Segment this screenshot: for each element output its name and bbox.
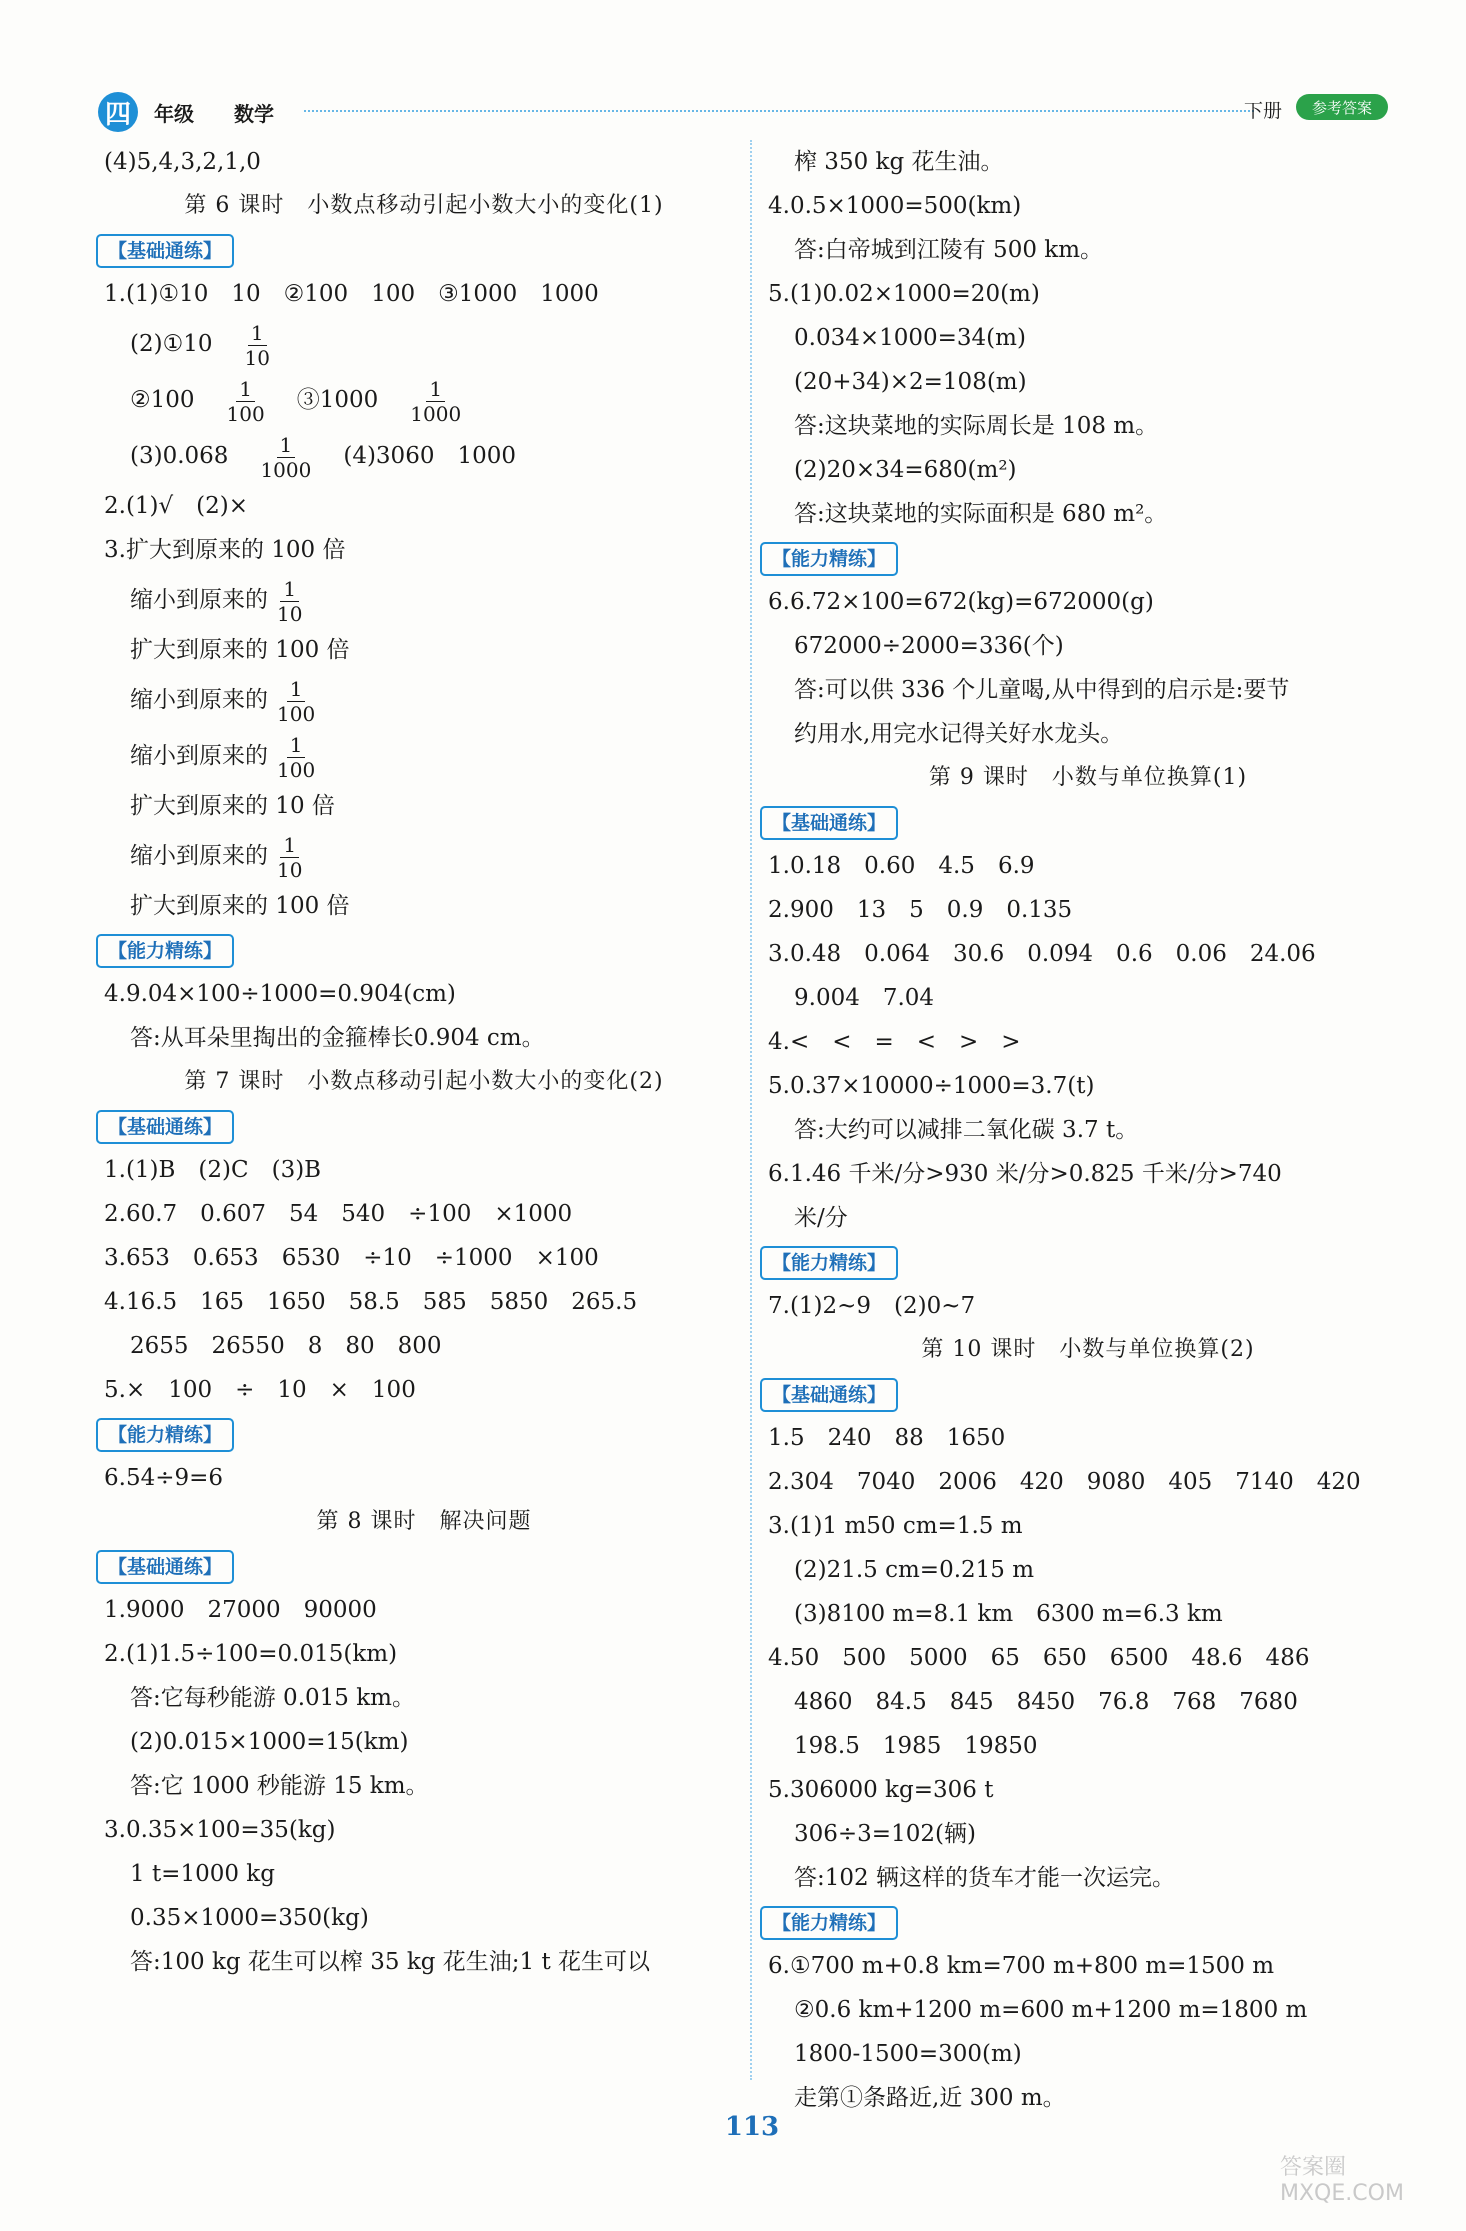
answer-line: 答:100 kg 花生可以榨 35 kg 花生油;1 t 花生可以 [130, 1949, 651, 1975]
column-divider [750, 140, 752, 2080]
answer-line: 榨 350 kg 花生油。 [794, 149, 1004, 175]
answer-text: (4)3060 1000 [320, 443, 516, 469]
answer-line: 1.9000 27000 90000 [104, 1597, 377, 1623]
section-tag: 【能力精练】 [760, 1906, 898, 1940]
answer-line: ②0.6 km+1200 m=600 m+1200 m=1800 m [794, 1997, 1308, 2023]
answer-line: 米/分 [794, 1205, 848, 1231]
answer-line: 306÷3=102(辆) [794, 1821, 976, 1847]
section-tag-row [768, 1240, 1408, 1284]
grade-label: 年级 [154, 102, 194, 126]
fraction-denominator: 10 [277, 857, 303, 882]
fraction [241, 320, 272, 370]
answer-line: 6.6.72×100=672(kg)=672000(g) [768, 589, 1154, 615]
answer-line: 5.(1)0.02×1000=20(m) [768, 281, 1040, 307]
section-tag: 【基础通练】 [760, 806, 898, 840]
answer-line: 1800-1500=300(m) [794, 2041, 1022, 2067]
left-column [104, 140, 744, 1984]
page-number: 113 [724, 2112, 780, 2142]
answer-line: 3.扩大到原来的 100 倍 [104, 537, 346, 563]
fraction [274, 732, 318, 782]
section-tag-row [104, 1412, 744, 1456]
answer-line: (3)8100 m=8.1 km 6300 m=6.3 km [794, 1601, 1223, 1627]
fraction-numerator: 1 [236, 379, 255, 402]
answer-line: 7.(1)2~9 (2)0~7 [768, 1293, 976, 1319]
answer-line: 2655 26550 8 80 800 [130, 1333, 442, 1359]
page-header [84, 84, 1384, 134]
answer-line [104, 372, 744, 428]
fraction-denominator: 100 [277, 757, 316, 782]
answer-line: 4.9.04×100÷1000=0.904(cm) [104, 981, 456, 1007]
section-tag-row [104, 1544, 744, 1588]
answer-line: 答:这块菜地的实际面积是 680 m²。 [794, 501, 1168, 527]
fraction-denominator: 10 [244, 345, 270, 370]
fraction-denominator: 1000 [260, 457, 312, 482]
answer-line: 5.306000 kg=306 t [768, 1777, 994, 1803]
answer-line: 答:从耳朵里掏出的金箍棒长0.904 cm。 [130, 1025, 545, 1051]
section-tag-row [104, 1104, 744, 1148]
answer-text: 缩小到原来的 [130, 843, 268, 869]
answer-line: 1 t=1000 kg [130, 1861, 275, 1887]
answer-text: 缩小到原来的 [130, 587, 268, 613]
answer-text: (2)①10 [130, 331, 236, 357]
answer-line: 答:大约可以减排二氧化碳 3.7 t。 [794, 1117, 1139, 1143]
fraction-numerator: 1 [248, 323, 267, 346]
answer-line: (2)20×34=680(m²) [794, 457, 1017, 483]
answer-text: ③1000 [273, 387, 402, 413]
answer-line: 4.0.5×1000=500(km) [768, 193, 1022, 219]
answer-line: 2.(1)1.5÷100=0.015(km) [104, 1641, 398, 1667]
section-tag-row [104, 228, 744, 272]
answer-line: 答:可以供 336 个儿童喝,从中得到的启示是:要节 [794, 677, 1290, 703]
answer-text: 缩小到原来的 [130, 743, 268, 769]
answer-line: 672000÷2000=336(个) [794, 633, 1064, 659]
fraction-denominator: 10 [277, 601, 303, 626]
answer-line: 1.5 240 88 1650 [768, 1425, 1006, 1451]
answer-line: 2.(1)√ (2)× [104, 493, 249, 519]
watermark: 答案圈 MXQE.COM [1280, 2155, 1404, 2206]
section-tag: 【基础通练】 [96, 234, 234, 268]
answer-line: 3.0.35×100=35(kg) [104, 1817, 336, 1843]
answer-line: 扩大到原来的 10 倍 [130, 793, 335, 819]
lesson-title: 第 10 课时 小数与单位换算(2) [921, 1337, 1255, 1362]
lesson-title: 第 6 课时 小数点移动引起小数大小的变化(1) [184, 193, 664, 218]
answer-line: 6.54÷9=6 [104, 1465, 224, 1491]
volume-label: 下册 [1244, 100, 1283, 122]
answer-line: (2)21.5 cm=0.215 m [794, 1557, 1035, 1583]
fraction-numerator: 1 [277, 435, 296, 458]
answer-line: 1.0.18 0.60 4.5 6.9 [768, 853, 1035, 879]
fraction-numerator: 1 [426, 379, 445, 402]
answer-line: 1.(1)①10 10 ②100 100 ③1000 1000 [104, 281, 599, 307]
section-tag-row [768, 1900, 1408, 1944]
subject-label: 数学 [234, 102, 274, 126]
answer-line: 3.653 0.653 6530 ÷10 ÷1000 ×100 [104, 1245, 599, 1271]
answer-line: 5.× 100 ÷ 10 × 100 [104, 1377, 416, 1403]
fraction [274, 576, 305, 626]
fraction-numerator: 1 [287, 735, 306, 758]
lesson-title: 第 9 课时 小数与单位换算(1) [928, 765, 1248, 790]
answer-line: 答:这块菜地的实际周长是 108 m。 [794, 413, 1159, 439]
answer-line: 1.(1)B (2)C (3)B [104, 1157, 322, 1183]
section-tag: 【能力精练】 [96, 934, 234, 968]
header-rule [304, 110, 1254, 112]
answer-line: 0.35×1000=350(kg) [130, 1905, 369, 1931]
answer-line: 6.①700 m+0.8 km=700 m+800 m=1500 m [768, 1953, 1274, 1979]
fraction [274, 832, 305, 882]
answer-line: 走第①条路近,近 300 m。 [794, 2085, 1066, 2111]
answer-line: 答:它 1000 秒能游 15 km。 [130, 1773, 429, 1799]
answer-line [104, 428, 744, 484]
answer-line: 扩大到原来的 100 倍 [130, 893, 350, 919]
answer-line: 3.(1)1 m50 cm=1.5 m [768, 1513, 1023, 1539]
answer-line: 4.16.5 165 1650 58.5 585 5850 265.5 [104, 1289, 638, 1315]
answer-line: 5.0.37×10000÷1000=3.7(t) [768, 1073, 1095, 1099]
section-tag: 【能力精练】 [96, 1418, 234, 1452]
answer-line: 3.0.48 0.064 30.6 0.094 0.6 0.06 24.06 [768, 941, 1316, 967]
answer-text: ②100 [130, 387, 218, 413]
fraction [274, 676, 318, 726]
answer-line: (2)0.015×1000=15(km) [130, 1729, 409, 1755]
answer-line: (20+34)×2=108(m) [794, 369, 1027, 395]
answer-line [104, 828, 744, 884]
answer-line [104, 728, 744, 784]
answer-line: 4.< < = < > > [768, 1029, 1021, 1055]
fraction-numerator: 1 [280, 579, 299, 602]
section-tag-row [768, 536, 1408, 580]
answer-line: 4860 84.5 845 8450 76.8 768 7680 [794, 1689, 1298, 1715]
fraction [257, 432, 314, 482]
answer-line [104, 316, 744, 372]
answer-line: 198.5 1985 19850 [794, 1733, 1038, 1759]
answer-line: 9.004 7.04 [794, 985, 935, 1011]
answer-line: 答:102 辆这样的货车才能一次运完。 [794, 1865, 1175, 1891]
answer-line: 约用水,用完水记得关好水龙头。 [794, 721, 1124, 747]
fraction [407, 376, 464, 426]
answer-line: 答:它每秒能游 0.015 km。 [130, 1685, 415, 1711]
answer-line: 答:白帝城到江陵有 500 km。 [794, 237, 1104, 263]
answer-line: 2.304 7040 2006 420 9080 405 7140 420 [768, 1469, 1361, 1495]
answer-line: 6.1.46 千米/分>930 米/分>0.825 千米/分>740 [768, 1161, 1282, 1187]
right-column [768, 140, 1408, 2120]
answer-text: 缩小到原来的 [130, 687, 268, 713]
fraction-denominator: 100 [226, 401, 265, 426]
fraction-numerator: 1 [280, 835, 299, 858]
answer-line [104, 672, 744, 728]
answer-line: 0.034×1000=34(m) [794, 325, 1026, 351]
section-tag: 【能力精练】 [760, 1246, 898, 1280]
fraction-denominator: 100 [277, 701, 316, 726]
answer-line: (4)5,4,3,2,1,0 [104, 149, 261, 175]
section-tag-row [104, 928, 744, 972]
section-tag: 【基础通练】 [96, 1550, 234, 1584]
fraction [224, 376, 268, 426]
grade-badge: 四 [98, 92, 138, 132]
answer-line: 2.60.7 0.607 54 540 ÷100 ×1000 [104, 1201, 573, 1227]
section-tag-row [768, 800, 1408, 844]
fraction-numerator: 1 [287, 679, 306, 702]
answer-line [104, 572, 744, 628]
answer-badge: 参考答案 [1296, 94, 1388, 120]
answer-line: 2.900 13 5 0.9 0.135 [768, 897, 1073, 923]
fraction-denominator: 1000 [410, 401, 462, 426]
answer-line: 4.50 500 5000 65 650 6500 48.6 486 [768, 1645, 1310, 1671]
section-tag: 【能力精练】 [760, 542, 898, 576]
section-tag-row [768, 1372, 1408, 1416]
lesson-title: 第 8 课时 解决问题 [316, 1509, 532, 1534]
lesson-title: 第 7 课时 小数点移动引起小数大小的变化(2) [184, 1069, 664, 1094]
answer-line: 扩大到原来的 100 倍 [130, 637, 350, 663]
answer-text: (3)0.068 [130, 443, 252, 469]
section-tag: 【基础通练】 [760, 1378, 898, 1412]
section-tag: 【基础通练】 [96, 1110, 234, 1144]
